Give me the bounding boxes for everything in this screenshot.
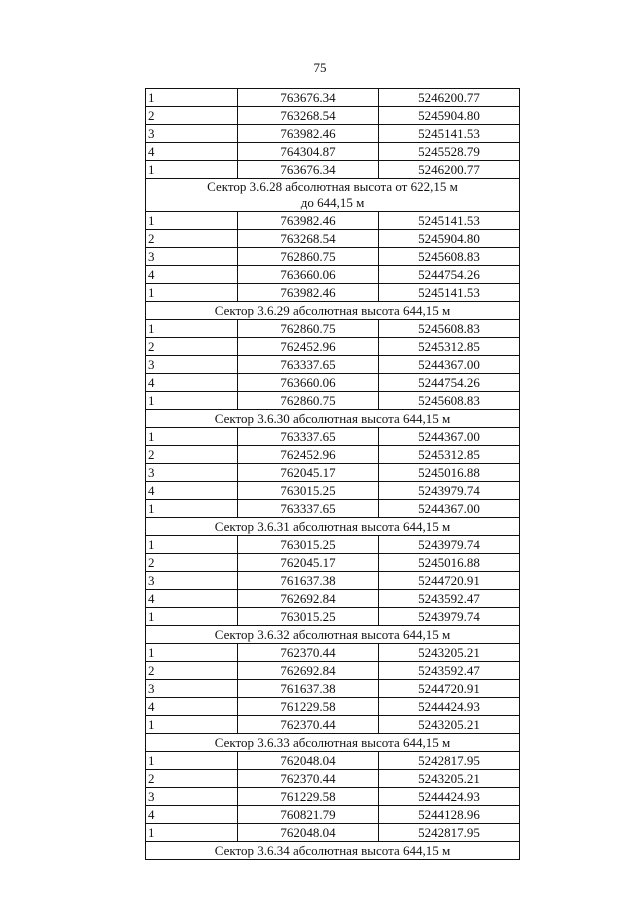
point-number: 1 (146, 716, 238, 734)
x-coordinate: 763676.34 (238, 161, 379, 179)
y-coordinate: 5245141.53 (379, 125, 520, 143)
x-coordinate: 760821.79 (238, 806, 379, 824)
point-number: 3 (146, 248, 238, 266)
coordinate-row (146, 374, 520, 392)
y-coordinate: 5242817.95 (379, 824, 520, 842)
point-number: 2 (146, 554, 238, 572)
coordinate-row (146, 464, 520, 482)
coordinate-row (146, 320, 520, 338)
point-number: 1 (146, 161, 238, 179)
sector-header-row (146, 518, 520, 536)
coordinate-row (146, 644, 520, 662)
coordinate-row (146, 482, 520, 500)
sector-header-row (146, 410, 520, 428)
point-number: 1 (146, 608, 238, 626)
coordinate-row (146, 608, 520, 626)
point-number: 1 (146, 392, 238, 410)
sector-title-line: Сектор 3.6.29 абсолютная высота 644,15 м (214, 302, 451, 318)
x-coordinate: 761637.38 (238, 572, 379, 590)
point-number: 4 (146, 143, 238, 161)
x-coordinate: 762045.17 (238, 554, 379, 572)
x-coordinate: 762045.17 (238, 464, 379, 482)
sector-title-line: Сектор 3.6.33 абсолютная высота 644,15 м (214, 734, 451, 750)
coordinate-row (146, 752, 520, 770)
page-number: 75 (313, 60, 327, 75)
point-number: 2 (146, 446, 238, 464)
coordinate-row (146, 266, 520, 284)
y-coordinate: 5244367.00 (379, 356, 520, 374)
point-number: 1 (146, 752, 238, 770)
point-number: 4 (146, 806, 238, 824)
x-coordinate: 763337.65 (238, 500, 379, 518)
coordinate-row (146, 716, 520, 734)
y-coordinate: 5244367.00 (379, 428, 520, 446)
x-coordinate: 762048.04 (238, 752, 379, 770)
coordinate-row (146, 572, 520, 590)
sector-title-line: Сектор 3.6.31 абсолютная высота 644,15 м (214, 518, 451, 534)
y-coordinate: 5244367.00 (379, 500, 520, 518)
coordinate-row (146, 428, 520, 446)
x-coordinate: 763660.06 (238, 266, 379, 284)
y-coordinate: 5244424.93 (379, 698, 520, 716)
point-number: 1 (146, 428, 238, 446)
point-number: 3 (146, 572, 238, 590)
coordinate-row (146, 107, 520, 125)
point-number: 2 (146, 770, 238, 788)
y-coordinate: 5243979.74 (379, 482, 520, 500)
y-coordinate: 5244720.91 (379, 572, 520, 590)
x-coordinate: 762370.44 (238, 770, 379, 788)
y-coordinate: 5246200.77 (379, 89, 520, 107)
x-coordinate: 763015.25 (238, 608, 379, 626)
y-coordinate: 5243205.21 (379, 644, 520, 662)
y-coordinate: 5245141.53 (379, 212, 520, 230)
coordinate-row (146, 698, 520, 716)
y-coordinate: 5245608.83 (379, 248, 520, 266)
point-number: 2 (146, 662, 238, 680)
y-coordinate: 5245141.53 (379, 284, 520, 302)
x-coordinate: 762692.84 (238, 662, 379, 680)
point-number: 1 (146, 824, 238, 842)
coordinate-row (146, 230, 520, 248)
y-coordinate: 5245528.79 (379, 143, 520, 161)
x-coordinate: 762860.75 (238, 248, 379, 266)
sector-title (146, 410, 520, 428)
point-number: 3 (146, 680, 238, 698)
y-coordinate: 5245904.80 (379, 107, 520, 125)
coordinate-row (146, 680, 520, 698)
x-coordinate: 762370.44 (238, 644, 379, 662)
y-coordinate: 5243979.74 (379, 536, 520, 554)
coordinate-row (146, 824, 520, 842)
y-coordinate: 5245312.85 (379, 446, 520, 464)
sector-title-line: Сектор 3.6.32 абсолютная высота 644,15 м (214, 626, 451, 642)
coordinate-row (146, 284, 520, 302)
point-number: 4 (146, 482, 238, 500)
coordinate-row (146, 500, 520, 518)
y-coordinate: 5245904.80 (379, 230, 520, 248)
x-coordinate: 763660.06 (238, 374, 379, 392)
coordinate-row (146, 590, 520, 608)
y-coordinate: 5244424.93 (379, 788, 520, 806)
x-coordinate: 763982.46 (238, 284, 379, 302)
x-coordinate: 762370.44 (238, 716, 379, 734)
point-number: 1 (146, 89, 238, 107)
point-number: 1 (146, 284, 238, 302)
x-coordinate: 763982.46 (238, 125, 379, 143)
point-number: 4 (146, 374, 238, 392)
sector-header-row (146, 179, 520, 212)
x-coordinate: 762048.04 (238, 824, 379, 842)
x-coordinate: 762860.75 (238, 320, 379, 338)
y-coordinate: 5243979.74 (379, 608, 520, 626)
x-coordinate: 763982.46 (238, 212, 379, 230)
coordinate-row (146, 392, 520, 410)
y-coordinate: 5244754.26 (379, 374, 520, 392)
point-number: 3 (146, 788, 238, 806)
x-coordinate: 762452.96 (238, 446, 379, 464)
coordinate-row (146, 89, 520, 107)
sector-title (146, 179, 520, 212)
point-number: 4 (146, 266, 238, 284)
coordinate-row (146, 338, 520, 356)
x-coordinate: 764304.87 (238, 143, 379, 161)
coordinate-row (146, 554, 520, 572)
x-coordinate: 761637.38 (238, 680, 379, 698)
x-coordinate: 763337.65 (238, 356, 379, 374)
sector-header-row (146, 734, 520, 752)
sector-header-row (146, 842, 520, 860)
coordinates-table (145, 88, 520, 860)
coordinate-row (146, 788, 520, 806)
x-coordinate: 763015.25 (238, 482, 379, 500)
y-coordinate: 5242817.95 (379, 752, 520, 770)
x-coordinate: 762692.84 (238, 590, 379, 608)
point-number: 3 (146, 356, 238, 374)
y-coordinate: 5245312.85 (379, 338, 520, 356)
point-number: 1 (146, 320, 238, 338)
point-number: 4 (146, 698, 238, 716)
x-coordinate: 763268.54 (238, 230, 379, 248)
point-number: 4 (146, 590, 238, 608)
y-coordinate: 5245016.88 (379, 554, 520, 572)
point-number: 1 (146, 536, 238, 554)
x-coordinate: 763676.34 (238, 89, 379, 107)
point-number: 2 (146, 230, 238, 248)
coordinates-table-body (146, 89, 520, 860)
coordinate-row (146, 125, 520, 143)
y-coordinate: 5245016.88 (379, 464, 520, 482)
x-coordinate: 762452.96 (238, 338, 379, 356)
coordinate-row (146, 212, 520, 230)
coordinate-row (146, 806, 520, 824)
point-number: 2 (146, 107, 238, 125)
y-coordinate: 5245608.83 (379, 392, 520, 410)
y-coordinate: 5245608.83 (379, 320, 520, 338)
sector-title-line: Сектор 3.6.28 абсолютная высота от 622,15 м (207, 179, 458, 194)
x-coordinate: 763268.54 (238, 107, 379, 125)
sector-title (146, 734, 520, 752)
y-coordinate: 5246200.77 (379, 161, 520, 179)
coordinate-row (146, 161, 520, 179)
sector-title-line: Сектор 3.6.34 абсолютная высота 644,15 м (214, 842, 451, 858)
point-number: 3 (146, 125, 238, 143)
x-coordinate: 763015.25 (238, 536, 379, 554)
sector-title (146, 518, 520, 536)
sector-title (146, 842, 520, 860)
coordinate-row (146, 356, 520, 374)
coordinate-row (146, 662, 520, 680)
x-coordinate: 761229.58 (238, 698, 379, 716)
sector-title-line: до 644,15 м (300, 195, 365, 210)
y-coordinate: 5244754.26 (379, 266, 520, 284)
point-number: 1 (146, 644, 238, 662)
y-coordinate: 5243205.21 (379, 716, 520, 734)
x-coordinate: 761229.58 (238, 788, 379, 806)
coordinate-row (146, 248, 520, 266)
coordinate-row (146, 770, 520, 788)
sector-title-line: Сектор 3.6.30 абсолютная высота 644,15 м (214, 410, 451, 426)
sector-header-row (146, 626, 520, 644)
y-coordinate: 5243205.21 (379, 770, 520, 788)
x-coordinate: 763337.65 (238, 428, 379, 446)
point-number: 1 (146, 212, 238, 230)
point-number: 2 (146, 338, 238, 356)
y-coordinate: 5244720.91 (379, 680, 520, 698)
point-number: 3 (146, 464, 238, 482)
sector-header-row (146, 302, 520, 320)
point-number: 1 (146, 500, 238, 518)
coordinate-row (146, 446, 520, 464)
y-coordinate: 5243592.47 (379, 590, 520, 608)
y-coordinate: 5243592.47 (379, 662, 520, 680)
sector-title (146, 302, 520, 320)
coordinate-row (146, 143, 520, 161)
sector-title (146, 626, 520, 644)
coordinate-row (146, 536, 520, 554)
x-coordinate: 762860.75 (238, 392, 379, 410)
y-coordinate: 5244128.96 (379, 806, 520, 824)
